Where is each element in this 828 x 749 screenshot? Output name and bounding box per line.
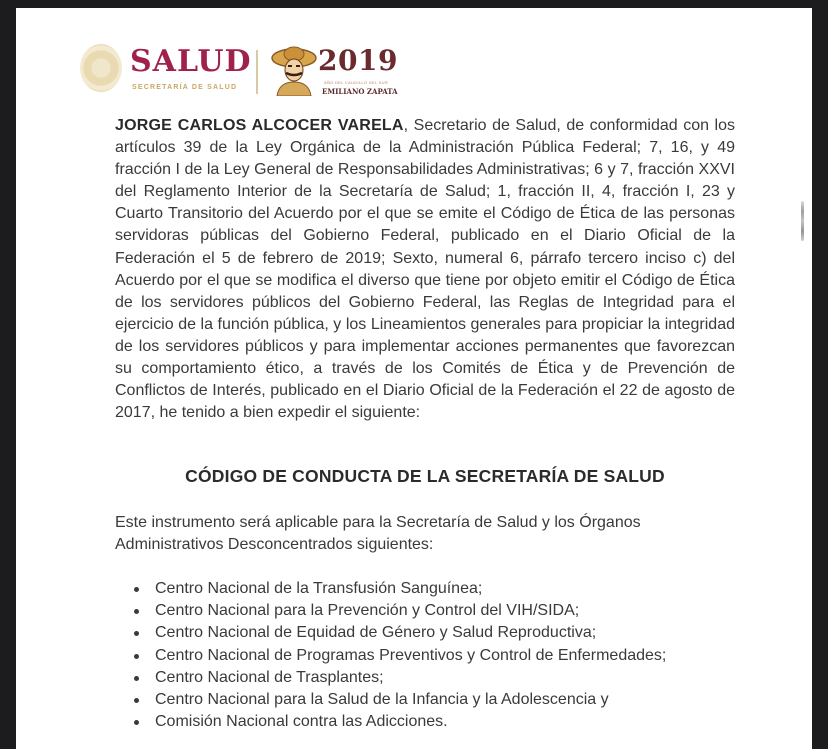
signatory-name: JORGE CARLOS ALCOCER VARELA (115, 117, 404, 134)
list-item-text: Centro Nacional de la Transfusión Sanguínea; (155, 580, 483, 597)
bullet-icon (134, 654, 139, 659)
year-subtitle: AÑO DEL CAUDILLO DEL SUR (324, 80, 389, 85)
list-item (130, 711, 750, 733)
bullet-icon (134, 676, 139, 681)
header-logos (78, 42, 418, 104)
bullet-icon (134, 720, 139, 725)
logo-divider (256, 50, 258, 94)
year-wordmark: 2019 (318, 44, 398, 77)
list-item-text: Centro Nacional de Trasplantes; (155, 668, 384, 686)
list-item (130, 600, 750, 622)
mexican-coat-of-arms-icon (80, 44, 122, 92)
preamble-text: , Secretario de Salud, de conformidad con los artículos 39 de la Ley Orgánica de la Administración Pública Federal; 7, 16, y 49 fracción I de la Ley General de Responsabilidades Administrativas; 6 y 7, fracción XXVI del Reglamento Interior de la Secretaría de Salud; 1, fracción II, 4, fracción I, 23 y Cuarto Transitorio del Acuerdo por el que se emite el Código de Ética de las personas servidoras públicas del Gobierno Federal, publicado en el Diario Oficial de la Federación el 5 de febrero de 2019; Sexto, numeral 6, párrafo tercero inciso c) del Acuerdo por el que se modifica el diverso que tiene por objeto emitir el Código de Ética de los servidores públicos del Gobierno Federal, las Reglas de Integridad para el ejercicio de la función pública, y los Lineamientos generales para propiciar la integridad de los servidores públicos y para implementar acciones permanentes que favorezcan su comportamiento ético, a través de los Comités de Ética y de Prevención de Conflictos de Interés, publicado en el Diario Oficial de la Federación el 22 de agosto de 2017, he tenido a bien expedir el siguiente: (115, 117, 735, 422)
bullet-icon (134, 609, 139, 614)
list-item (130, 667, 750, 689)
preamble-paragraph (115, 115, 735, 424)
list-item (130, 578, 750, 600)
list-item (130, 645, 750, 667)
document-page (16, 8, 812, 749)
list-item (130, 622, 750, 644)
list-item (130, 689, 750, 711)
intro-paragraph: Este instrumento será aplicable para la Secretaría de Salud y los Órganos Administrativos Desconcentrados siguientes: (115, 514, 641, 553)
list-item-text: Centro Nacional de Programas Preventivos y Control de Enfermedades; (155, 646, 667, 664)
bullet-icon (134, 587, 139, 592)
emiliano-zapata-portrait-icon (271, 44, 317, 96)
bullet-icon (134, 698, 139, 703)
salud-wordmark: SALUD (130, 44, 252, 79)
organs-list (130, 578, 750, 733)
document-title: CÓDIGO DE CONDUCTA DE LA SECRETARÍA DE SALUD (185, 466, 665, 486)
list-item-text: Comisión Nacional contra las Adicciones. (155, 713, 448, 731)
year-name: EMILIANO ZAPATA (322, 87, 398, 96)
list-item-text: Centro Nacional para la Prevención y Control del VIH/SIDA; (155, 602, 580, 620)
salud-subtitle: SECRETARÍA DE SALUD (132, 84, 238, 91)
bullet-icon (134, 631, 139, 636)
list-item-text: Centro Nacional de Equidad de Género y Salud Reproductiva; (155, 624, 597, 642)
list-item-text: Centro Nacional para la Salud de la Infancia y la Adolescencia y (155, 691, 609, 709)
page-edge-artifact (801, 201, 804, 241)
